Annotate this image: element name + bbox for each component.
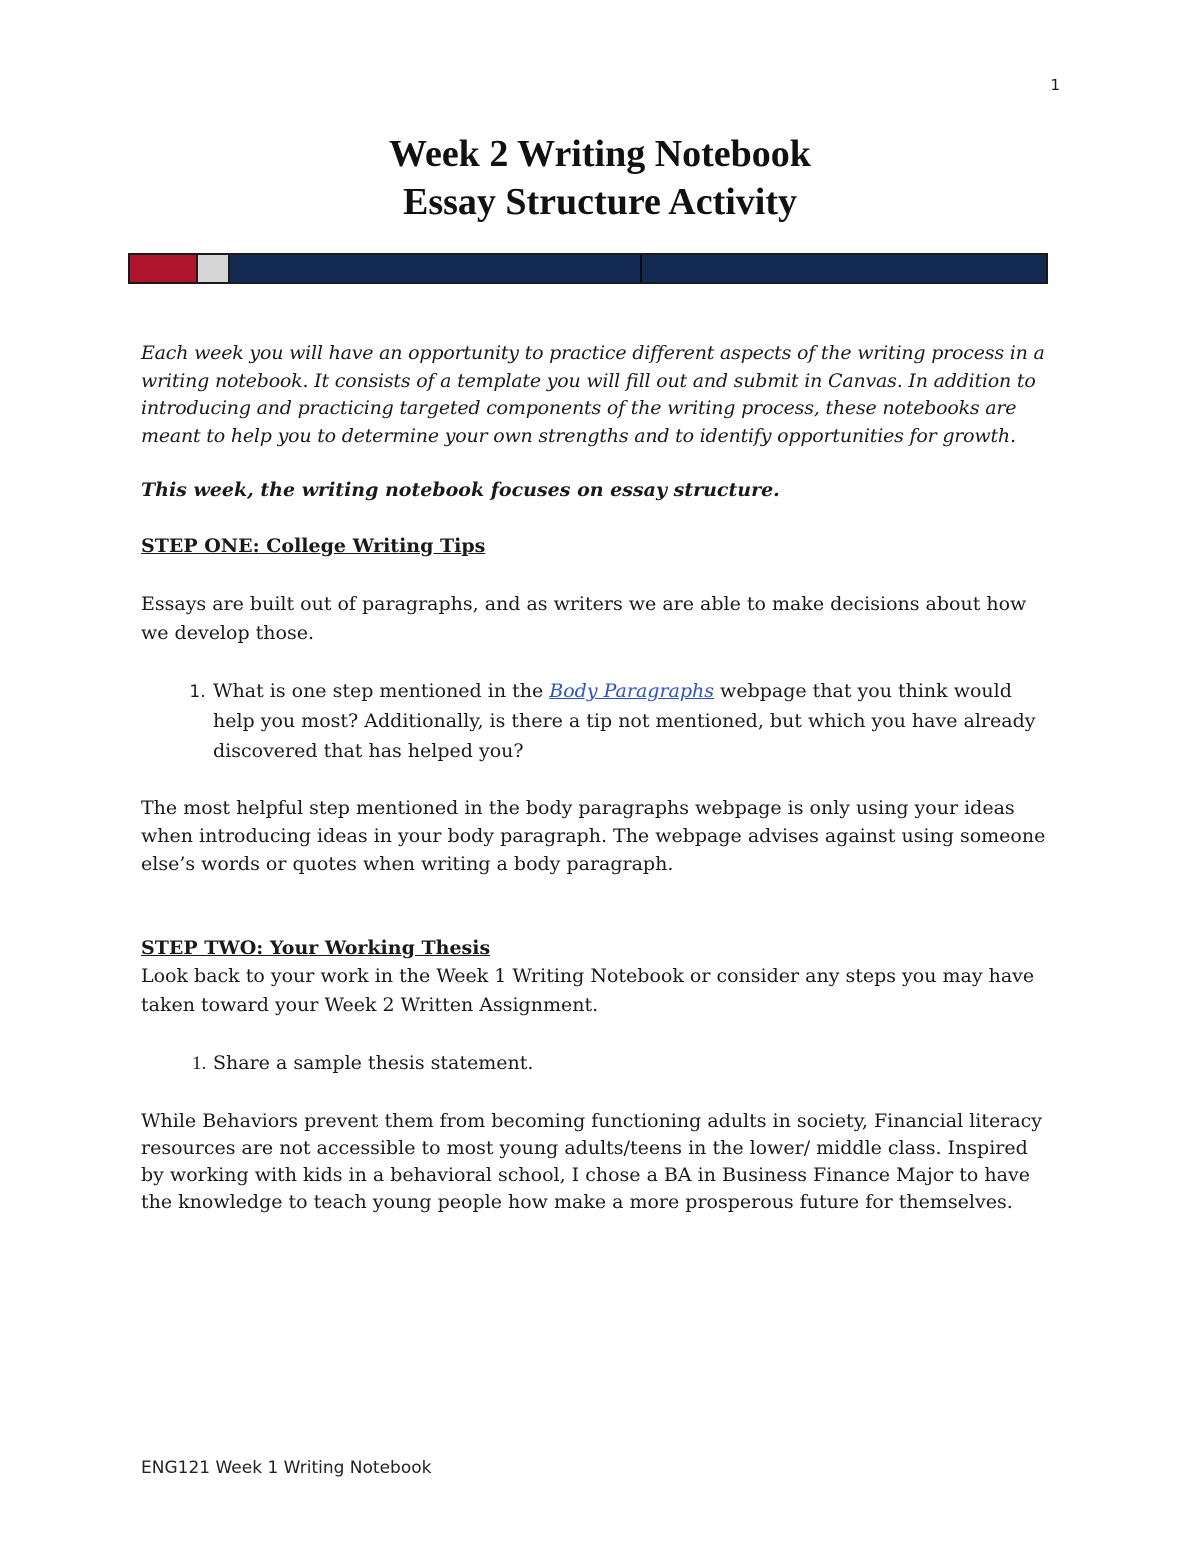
intro-paragraph: Each week you will have an opportunity to practice different aspects of the writing process in a writing notebook. It consists of a template you will fill out and submit in Canvas. In addition to introducing and practicing targeted components of the writing process, these notebooks are meant to help you to determine your own strengths and to identify opportunities for growth. xyxy=(141,342,1045,447)
document-body xyxy=(141,340,1056,1216)
banner-navy-segment-left xyxy=(230,255,642,282)
step-one-question xyxy=(211,676,1056,766)
body-paragraphs-link[interactable]: Body Paragraphs xyxy=(549,680,715,702)
thesis-statement: While Behaviors prevent them from becoming functioning adults in society, Financial literacy resources are not accessible to most young adults/teens in the lower/ middle class. Inspired by working with kids in a behavioral school, I chose a BA in Business Finance Major to have the knowledge to teach young people how make a more prosperous future for themselves. xyxy=(141,1110,1043,1213)
banner-gray-segment xyxy=(198,255,230,282)
step-one-paragraph: Essays are built out of paragraphs, and as writers we are able to make decisions about how we develop those. xyxy=(141,593,1027,644)
banner-navy-segment-right xyxy=(642,255,1046,282)
page-number: 1 xyxy=(1050,76,1060,94)
question-prefix: What is one step mentioned in the xyxy=(213,680,550,702)
step-one-heading: STEP ONE: College Writing Tips xyxy=(141,535,486,557)
title-line-2: Essay Structure Activity xyxy=(402,181,798,223)
page-title xyxy=(0,130,1200,226)
step-one-answer: The most helpful step mentioned in the body paragraphs webpage is only using your ideas when introducing ideas in your body paragraph. The webpage advises against using someone else’s words or quotes when writing a body paragraph. xyxy=(141,797,1046,875)
step-two-heading: STEP TWO: Your Working Thesis xyxy=(141,937,491,959)
step-two-question-list xyxy=(141,1048,1056,1078)
question-suffix: webpage that you think would help you most? Additionally, is there a tip not mentioned, but which you have already discovered that has helped you? xyxy=(213,680,1036,762)
step-two-paragraph: Look back to your work in the Week 1 Writing Notebook or consider any steps you may have taken toward your Week 2 Written Assignment. xyxy=(141,965,1035,1016)
banner-red-segment xyxy=(130,255,198,282)
title-line-1: Week 2 Writing Notebook xyxy=(389,133,811,175)
step-two-question: 1. Share a sample thesis statement. xyxy=(211,1048,1056,1078)
decorative-banner xyxy=(128,253,1048,284)
focus-statement: This week, the writing notebook focuses on essay structure. xyxy=(141,479,780,501)
step-one-question-list xyxy=(141,676,1056,766)
page-footer: ENG121 Week 1 Writing Notebook xyxy=(141,1458,432,1478)
